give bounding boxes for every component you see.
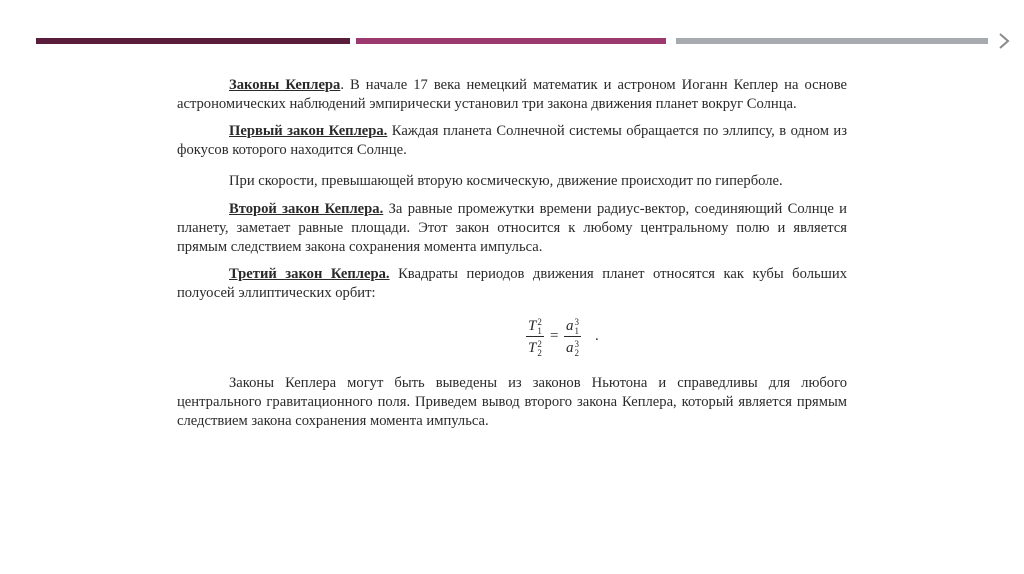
paragraph-hyperbola: При скорости, превышающей вторую космическую, движение происходит по гиперболе.: [229, 173, 783, 189]
formula-left-fraction: T 2 1 T 2 2: [528, 316, 542, 358]
paragraph-newton-derivation: Законы Кеплера могут быть выведены из законов Ньютона и справедливы для любого центрального гравитационного поля. Приведем вывод второго закона Кеплера, который является прямым следствием закона сохранения момента импульса.: [177, 375, 847, 429]
formula-right-fraction: a 3 1 a 3 2: [566, 316, 579, 358]
formula-equals: =: [550, 328, 559, 344]
paragraph-intro: Законы Кеплера. В начале 17 века немецкий математик и астроном Иоганн Кеплер на основе астрономических наблюдений эмпирически установил три закона движения планет вокруг Солнца.: [177, 77, 847, 112]
accent-bar-magenta: [356, 38, 666, 44]
document-page: [177, 76, 847, 431]
heading-kepler-laws: Законы Кеплера: [229, 77, 341, 93]
heading-third-law: Третий закон Кеплера.: [229, 266, 390, 282]
heading-first-law: Первый закон Кеплера.: [229, 123, 388, 139]
paragraph-first-law: Первый закон Кеплера. Каждая планета Солнечной системы обращается по эллипсу, в одном из фокусов которого находится Солнце.: [177, 123, 847, 158]
heading-second-law: Второй закон Кеплера.: [229, 201, 384, 217]
accent-bar-gray: [676, 38, 988, 44]
chevron-right-icon: [994, 31, 1014, 51]
kepler-third-law-formula: [177, 312, 847, 374]
paragraph-second-law: Второй закон Кеплера. За равные промежутки времени радиус-вектор, соединяющий Солнце и планету, заметает равные площади. Этот закон относится к любому центральному полю и является прямым следствием закона сохранения момента импульса.: [177, 201, 847, 255]
accent-bar-dark: [36, 38, 350, 44]
paragraph-third-law: Третий закон Кеплера. Квадраты периодов движения планет относятся как кубы больших полуосей эллиптических орбит:: [177, 266, 847, 301]
formula-period: .: [595, 328, 599, 344]
